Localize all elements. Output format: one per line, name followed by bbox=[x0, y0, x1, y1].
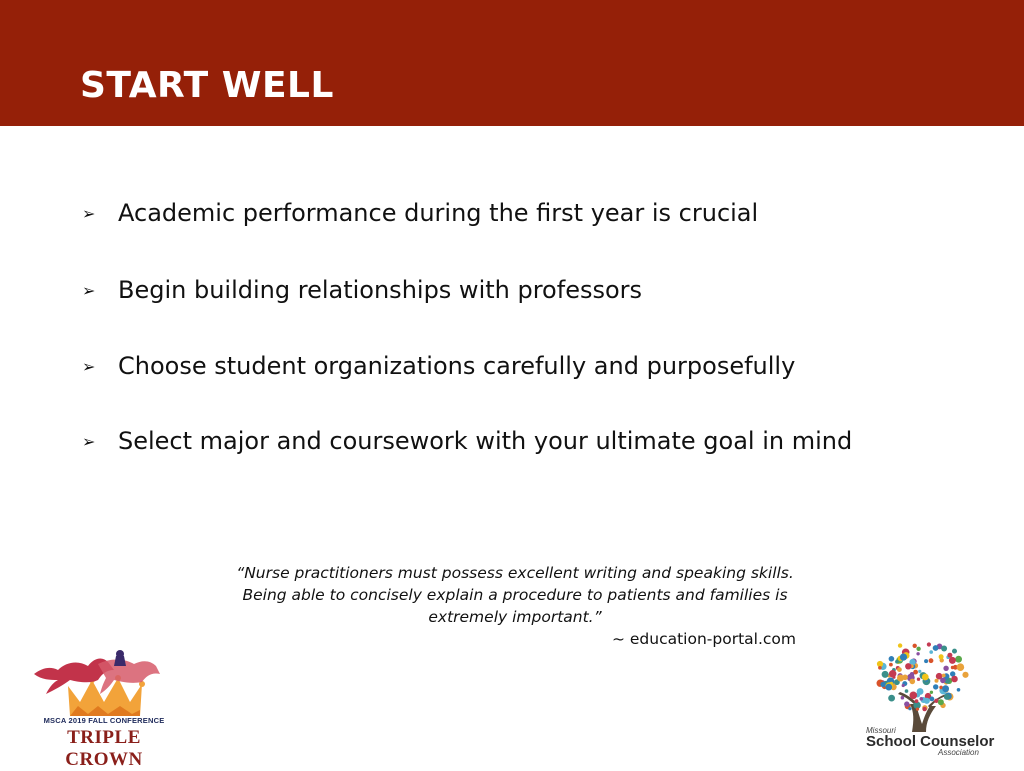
tree-dot bbox=[878, 666, 882, 670]
tree-dot bbox=[916, 708, 919, 711]
slide-title: START WELL bbox=[80, 65, 334, 106]
tree-dot bbox=[933, 684, 938, 689]
tree-dot bbox=[905, 663, 911, 669]
tree-dot bbox=[917, 678, 920, 681]
tree-dot bbox=[910, 679, 916, 685]
tree-dot bbox=[943, 666, 948, 671]
quote-text: “Nurse practitioners must possess excellent writing and speaking skills. Being able to concisely explain a procedure to patients and families is extremely important.” bbox=[236, 564, 794, 626]
tree-dot bbox=[898, 643, 902, 647]
arrow-bullet-icon: ➢ bbox=[82, 281, 96, 300]
bullet-item-4 bbox=[82, 424, 982, 460]
tree-dot bbox=[940, 678, 946, 684]
tree-dot bbox=[882, 671, 889, 678]
tree-dot bbox=[908, 707, 911, 710]
arrow-bullet-icon: ➢ bbox=[82, 357, 96, 376]
tree-dot bbox=[927, 642, 931, 646]
tree-dot bbox=[889, 670, 896, 677]
bullet-text: Begin building relationships with professors bbox=[118, 276, 643, 304]
tree-dot bbox=[895, 660, 899, 664]
quote-source: ~ education-portal.com bbox=[611, 630, 796, 648]
tree-dot bbox=[957, 663, 965, 671]
bullet-text: Select major and coursework with your ultimate goal in mind bbox=[118, 427, 853, 455]
tree-dot bbox=[904, 701, 909, 706]
association-suffix: Association bbox=[938, 748, 979, 757]
bullet-text: Choose student organizations carefully and purposefully bbox=[118, 352, 796, 380]
tree-dot bbox=[889, 656, 895, 662]
bullet-item-2 bbox=[82, 273, 982, 309]
tree-dot bbox=[913, 644, 917, 648]
title-bar bbox=[0, 0, 1024, 126]
tree-dot bbox=[888, 695, 895, 702]
arrow-bullet-icon: ➢ bbox=[82, 432, 96, 451]
tree-dot bbox=[930, 697, 935, 702]
conference-name: TRIPLE CROWN bbox=[65, 727, 143, 770]
tree-dot bbox=[939, 654, 944, 659]
tree-dot bbox=[955, 656, 962, 663]
tree-dot bbox=[929, 650, 933, 654]
tree-dot bbox=[924, 659, 928, 663]
tree-dot bbox=[889, 663, 893, 667]
tree-dot bbox=[922, 674, 929, 681]
tree-dot bbox=[944, 694, 950, 700]
tree-dot bbox=[918, 670, 921, 673]
tree-dot bbox=[935, 679, 939, 683]
tree-dot bbox=[897, 667, 902, 672]
tree-dot bbox=[962, 672, 968, 678]
tree-dot bbox=[929, 658, 934, 663]
tree-dot bbox=[930, 691, 933, 694]
tree-dot bbox=[880, 682, 885, 687]
tree-dot bbox=[949, 657, 956, 664]
association-name: School Counselor bbox=[866, 733, 995, 750]
tree-dot bbox=[885, 684, 892, 691]
tree-dot bbox=[924, 698, 930, 704]
tree-dot bbox=[910, 692, 918, 700]
tree-of-dots-logo bbox=[860, 634, 986, 734]
bullet-text: Academic performance during the first year is crucial bbox=[118, 199, 759, 227]
bullet-item-3 bbox=[82, 349, 982, 385]
tree-dot bbox=[941, 646, 947, 652]
association-prefix: Missouri bbox=[866, 726, 896, 735]
tree-dot bbox=[942, 674, 946, 678]
tree-dot bbox=[902, 684, 905, 687]
tree-dot bbox=[952, 649, 957, 654]
tree-dot bbox=[938, 699, 944, 705]
tree-dot bbox=[900, 654, 907, 661]
tree-dot bbox=[951, 676, 958, 683]
tree-dot bbox=[916, 652, 919, 655]
tree-dot bbox=[922, 707, 926, 711]
arrow-bullet-icon: ➢ bbox=[82, 204, 96, 223]
tree-dot bbox=[905, 689, 909, 693]
conference-caption: MSCA 2019 FALL CONFERENCE bbox=[43, 716, 165, 725]
tree-dot bbox=[957, 688, 961, 692]
tree-dot bbox=[915, 699, 919, 703]
tree-dot bbox=[947, 653, 952, 658]
tree-dot bbox=[901, 696, 905, 700]
tree-dot bbox=[933, 645, 939, 651]
tree-dot bbox=[916, 647, 920, 651]
bullet-item-1 bbox=[82, 196, 982, 232]
tree-dot bbox=[942, 685, 949, 692]
tree-dot bbox=[897, 675, 904, 682]
tree-dot bbox=[920, 697, 924, 701]
